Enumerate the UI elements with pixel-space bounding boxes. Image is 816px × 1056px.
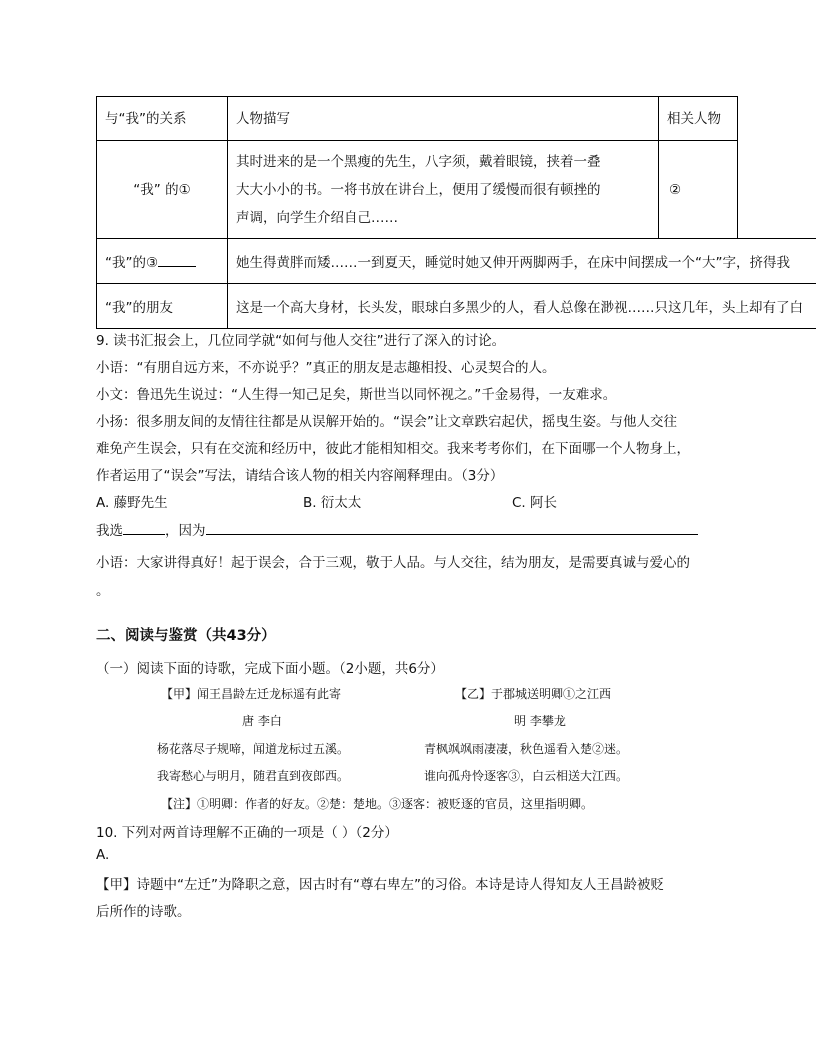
poem-jia-title: 【甲】闻王昌龄左迁龙标遥有此寄 <box>161 687 342 701</box>
q9-summary-end: 。 <box>96 583 110 599</box>
row1-description <box>228 141 659 239</box>
row1-relation: “我” 的① <box>97 141 228 239</box>
q10-option-a-line: 后所作的诗歌。 <box>96 904 191 920</box>
q9-option-c[interactable]: C. 阿长 <box>512 495 558 511</box>
header-relation: 与“我”的关系 <box>97 97 228 141</box>
section-subheading: （一）阅读下面的诗歌，完成下面小题。（2小题，共6分） <box>96 661 444 677</box>
answer-prefix: 我选 <box>96 523 123 539</box>
q10-option-a-line: 【甲】诗题中“左迁”为降职之意，因古时有“尊右卑左”的习俗。本诗是诗人得知友人王昌龄被贬 <box>96 877 664 893</box>
section-heading: 二、阅读与鉴赏（共43分） <box>96 628 276 644</box>
q9-xiaoyang-line: 难免产生误会，只有在交流和经历中，彼此才能相知相交。我来考考你们，在下面哪一个人物身上， <box>96 441 690 457</box>
poem-yi-line: 青枫飒飒雨凄凄，秋色遥看入楚②迷。 <box>424 742 629 756</box>
character-table-continued <box>96 238 816 329</box>
answer-blank[interactable] <box>158 251 196 267</box>
row3-relation: “我”的朋友 <box>97 284 228 329</box>
row2-relation <box>97 239 228 284</box>
reason-blank[interactable] <box>206 519 698 535</box>
row3-description: 这是一个高大身材，长头发，眼球白多黑少的人，看人总像在渺视……只这几年，头上却有了白 <box>228 284 816 329</box>
poem-jia-line: 我寄愁心与明月，随君直到夜郎西。 <box>157 769 350 783</box>
poem-yi-line: 谁向孤舟怜逐客③，白云相送大江西。 <box>424 769 629 783</box>
poem-note: 【注】①明卿：作者的好友。②楚：楚地。③逐客：被贬逐的官员，这里指明卿。 <box>161 797 594 811</box>
q9-answer-line <box>96 519 698 539</box>
q9-xiaowen: 小文：鲁迅先生说过：“人生得一知己足矣，斯世当以同怀视之。”千金易得，一友难求。 <box>96 387 617 403</box>
row1-desc-line: 大大小小的书。一将书放在讲台上，便用了缓慢而很有顿挫的 <box>236 181 601 198</box>
q9-option-a[interactable]: A. 藤野先生 <box>96 495 168 511</box>
row1-person: ② <box>659 141 738 239</box>
header-description: 人物描写 <box>228 97 659 141</box>
q9-intro: 9. 读书汇报会上，几位同学就“如何与他人交往”进行了深入的讨论。 <box>96 333 506 349</box>
q9-xiaoyu: 小语：“有朋自远方来，不亦说乎？”真正的朋友是志趣相投、心灵契合的人。 <box>96 360 556 376</box>
poem-yi-title: 【乙】于郡城送明卿①之江西 <box>455 687 612 701</box>
poem-yi-author: 明 李攀龙 <box>514 714 566 728</box>
q10-option-a-label[interactable]: A. <box>96 847 110 863</box>
row2-description: 她生得黄胖而矮……一到夏天，睡觉时她又伸开两脚两手，在床中间摆成一个“大”字，挤得我 <box>228 239 816 284</box>
q9-xiaoyang-line: 小扬：很多朋友间的友情往往都是从误解开始的。“误会”让文章跌宕起伏，摇曳生姿。与他人交往 <box>96 414 677 430</box>
q10-stem: 10. 下列对两首诗理解不正确的一项是（ ）（2分） <box>96 825 398 841</box>
q9-option-b[interactable]: B. 衍太太 <box>303 495 362 511</box>
answer-mid: ，因为 <box>165 523 206 539</box>
row1-desc-line: 其时进来的是一个黑瘦的先生，八字须，戴着眼镜，挟着一叠 <box>236 153 601 170</box>
character-table <box>96 96 738 239</box>
choice-blank[interactable] <box>123 519 165 535</box>
poem-jia-author: 唐 李白 <box>242 714 282 728</box>
q9-summary: 小语：大家讲得真好！起于误会，合于三观，敬于人品。与人交往，结为朋友，是需要真诚与爱心的 <box>96 555 690 571</box>
header-person: 相关人物 <box>659 97 738 141</box>
row1-desc-line: 声调，向学生介绍自己…… <box>236 209 398 226</box>
q9-xiaoyang-line: 作者运用了“误会”写法，请结合该人物的相关内容阐释理由。（3分） <box>96 468 504 484</box>
row2-relation-text: “我”的③ <box>105 255 159 271</box>
poem-jia-line: 杨花落尽子规啼，闻道龙标过五溪。 <box>157 742 350 756</box>
